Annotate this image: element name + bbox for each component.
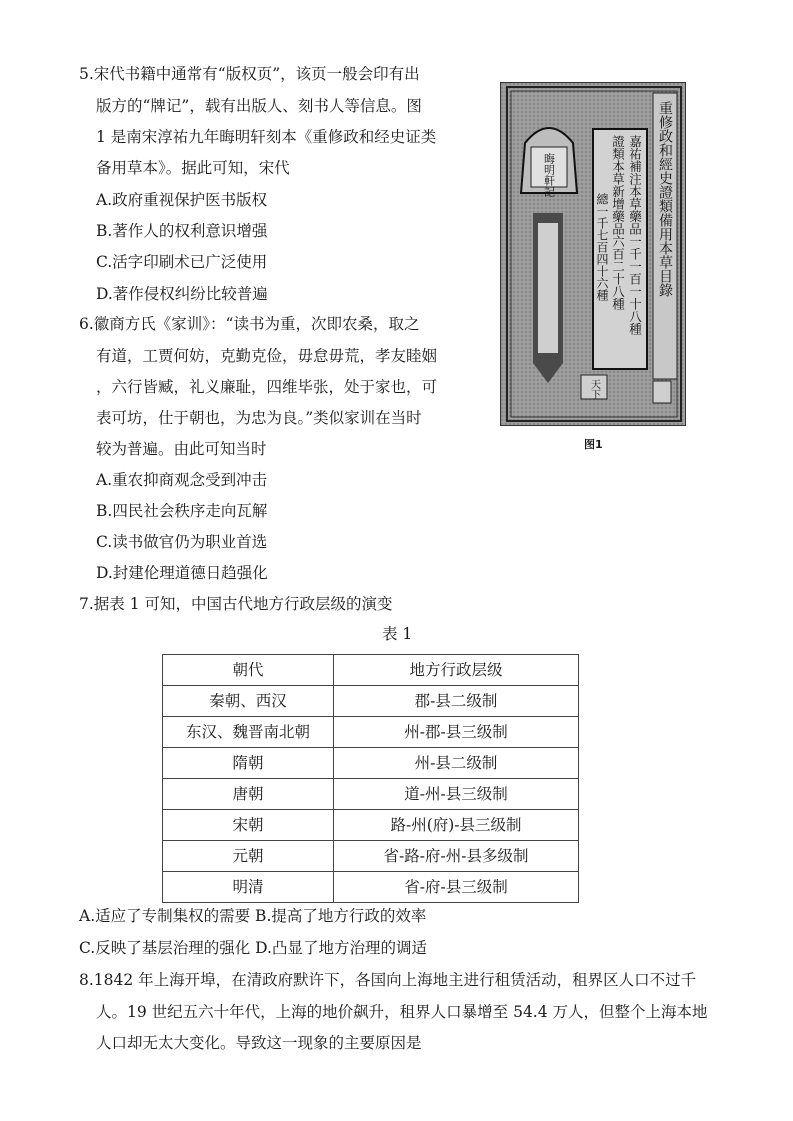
admin-levels-table bbox=[162, 654, 579, 903]
table-cell-dynasty: 东汉、魏晋南北朝 bbox=[163, 717, 334, 748]
q5-line: 版方的“牌记”，载有出版人、刻书人等信息。图 bbox=[96, 97, 422, 115]
table-cell-dynasty: 明清 bbox=[163, 872, 334, 903]
figure-1-woodblock-image bbox=[500, 82, 686, 426]
table-cell-levels: 道-州-县三级制 bbox=[334, 779, 579, 810]
table-header-dynasty: 朝代 bbox=[163, 655, 334, 686]
table-cell-levels: 郡-县二级制 bbox=[334, 686, 579, 717]
q7-stem: 7.据表 1 可知，中国古代地方行政层级的演变 bbox=[79, 595, 393, 613]
table-row bbox=[163, 748, 579, 779]
q8-line: 人口却无太大变化。导致这一现象的主要原因是 bbox=[96, 1034, 422, 1052]
table-cell-levels: 省-路-府-州-县多级制 bbox=[334, 841, 579, 872]
table-cell-dynasty: 隋朝 bbox=[163, 748, 334, 779]
table-cell-dynasty: 秦朝、西汉 bbox=[163, 686, 334, 717]
q7-options-ab: A.适应了专制集权的需要 B.提高了地方行政的效率 bbox=[79, 907, 427, 925]
q8-line: 8.1842 年上海开埠，在清政府默许下，各国向上海地主进行租赁活动，租界区人口不过千 bbox=[79, 971, 697, 989]
figure-text-col1: 嘉祐補注本草藥品一千一百一十八種 bbox=[627, 135, 643, 335]
table-cell-dynasty: 唐朝 bbox=[163, 779, 334, 810]
table-cell-levels: 省-府-县三级制 bbox=[334, 872, 579, 903]
figure-seal-text: 晦明軒記 bbox=[542, 153, 556, 197]
table-cell-levels: 州-郡-县三级制 bbox=[334, 717, 579, 748]
q6-option-c: C.读书做官仍为职业首选 bbox=[96, 533, 268, 551]
q7-options-cd: C.反映了基层治理的强化 D.凸显了地方治理的调适 bbox=[79, 939, 427, 957]
q6-option-a: A.重农抑商观念受到冲击 bbox=[96, 471, 268, 489]
q6-line: 6.徽商方氏《家训》：“读书为重，次即农桑，取之 bbox=[79, 315, 420, 333]
table-cell-dynasty: 元朝 bbox=[163, 841, 334, 872]
table-header-levels: 地方行政层级 bbox=[334, 655, 579, 686]
q6-option-d: D.封建伦理道德日趋强化 bbox=[96, 564, 268, 582]
figure-1-caption: 图1 bbox=[584, 438, 603, 451]
table-cell-levels: 路-州(府)-县三级制 bbox=[334, 810, 579, 841]
table-row bbox=[163, 686, 579, 717]
figure-bottom-stamp: 天下 bbox=[588, 379, 600, 399]
q5-line: 5.宋代书籍中通常有“版权页”，该页一般会印有出 bbox=[79, 65, 420, 83]
q5-option-d: D.著作侵权纠纷比较普遍 bbox=[96, 285, 268, 303]
q6-line: 有道，工贾何妨，克勤克俭，毋怠毋荒，孝友睦姻 bbox=[96, 347, 438, 365]
q5-option-a: A.政府重视保护医书版权 bbox=[96, 191, 268, 209]
q5-line: 备用草本》。据此可知，宋代 bbox=[96, 159, 290, 177]
table-row bbox=[163, 841, 579, 872]
table-row bbox=[163, 717, 579, 748]
q8-line: 人。19 世纪五六十年代，上海的地价飙升，租界人口暴增至 54.4 万人，但整个上海本地 bbox=[96, 1003, 708, 1021]
q6-line: 较为普遍。由此可知当时 bbox=[96, 440, 267, 458]
table-row bbox=[163, 810, 579, 841]
table-row bbox=[163, 872, 579, 903]
q6-line: ，六行皆臧，礼义廉耻，四维毕张，处于家也，可 bbox=[96, 378, 438, 396]
table-cell-levels: 州-县二级制 bbox=[334, 748, 579, 779]
q5-option-c: C.活字印刷术已广泛使用 bbox=[96, 253, 268, 271]
figure-title-column: 重修政和經史證類備用本草目錄 bbox=[657, 101, 673, 297]
woodblock-print-illustration bbox=[501, 83, 686, 426]
table-header-row bbox=[163, 655, 579, 686]
figure-text-col2: 證類本草新增藥品六百二十八種 bbox=[610, 135, 626, 310]
q5-line: 1 是南宋淳祐九年晦明轩刻本《重修政和经史证类 bbox=[96, 128, 437, 146]
table-cell-dynasty: 宋朝 bbox=[163, 810, 334, 841]
q6-line: 表可坊，仕于朝也，为忠为良。”类似家训在当时 bbox=[96, 409, 422, 427]
q5-option-b: B.著作人的权利意识增强 bbox=[96, 222, 268, 240]
table-1-title: 表 1 bbox=[382, 625, 413, 643]
figure-text-col3: 總一千七百四十六種 bbox=[595, 193, 609, 301]
q6-option-b: B.四民社会秩序走向瓦解 bbox=[96, 502, 268, 520]
table-row bbox=[163, 779, 579, 810]
